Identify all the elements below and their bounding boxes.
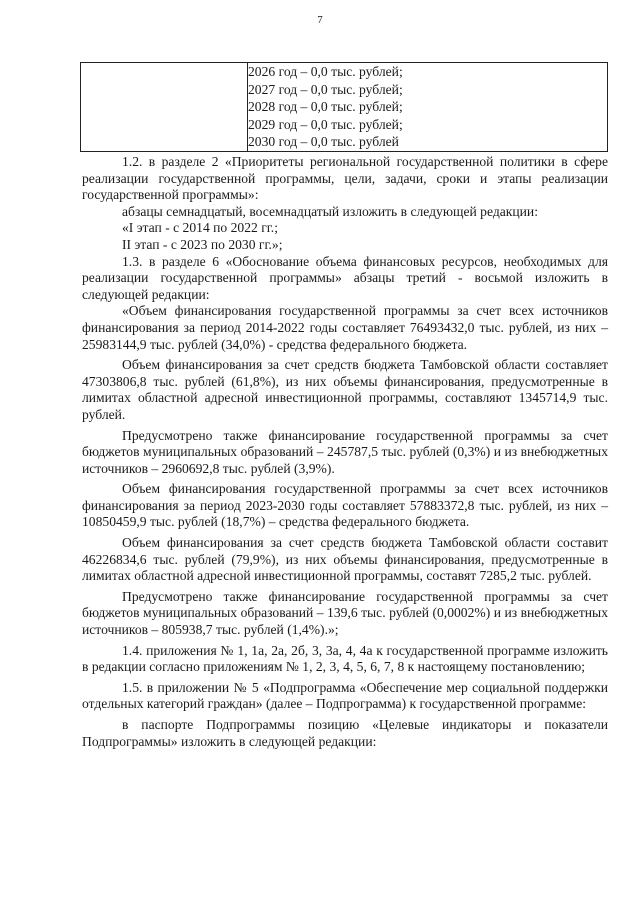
paragraph-municipal-2014: Предусмотрено также финансирование государственной программы за счет бюджетов муниципальных образований – 245787,5 тыс. рублей (0,3%) и из внебюджетных источников – 2960692,8 тыс. рублей (3,9%). — [82, 427, 608, 476]
paragraph-municipal-2023: Предусмотрено также финансирование государственной программы за счет бюджетов муниципальных образований – 139,6 тыс. рублей (0,0002%) и из внебюджетных источников – 805938,7 тыс. рублей (1,4%).»; — [82, 588, 608, 638]
table-line: 2030 год – 0,0 тыс. рублей — [248, 134, 399, 150]
table-cell-empty — [81, 63, 248, 152]
page-number: 7 — [317, 14, 323, 26]
paragraph-funding-2014: «Объем финансирования государственной программы за счет всех источников финансирования за период 2014-2022 годы составляет 76493432,0 тыс. рублей, из них – 25983144,9 тыс. рублей (34,0%) - средства федерального бюджета. — [82, 303, 608, 352]
paragraph-stage-intro: абзацы семнадцатый, восемнадцатый изложить в следующей редакции: — [122, 203, 538, 219]
table-row — [81, 63, 608, 152]
table-line: 2027 год – 0,0 тыс. рублей; — [248, 81, 403, 97]
document-body — [82, 154, 608, 750]
paragraph-1-3: 1.3. в разделе 6 «Обоснование объема финансовых ресурсов, необходимых для реализации государственной программы» абзацы третий - восьмой изложить в следующей редакции: — [82, 253, 608, 302]
paragraph-funding-2023: Объем финансирования государственной программы за счет всех источников финансирования за период 2023-2030 годы составляет 57883372,8 тыс. рублей, из них – 10850459,9 тыс. рублей (18,7%) – средства федерального бюджета. — [82, 481, 608, 530]
funding-table — [80, 62, 608, 152]
paragraph-1-4: 1.4. приложения № 1, 1а, 2а, 2б, 3, 3а, 4, 4а к государственной программе изложить в редакции согласно приложениям № 1, 2, 3, 4, 5, 6, 7, 8 к настоящему постановлению; — [82, 642, 608, 675]
paragraph-stage-2: II этап - с 2023 по 2030 гг.»; — [122, 236, 283, 252]
paragraph-1-2: 1.2. в разделе 2 «Приоритеты региональной государственной политики в сфере реализации государственной программы, цели, задачи, сроки и этапы реализации государственной программы»: — [82, 154, 608, 203]
table-line: 2028 год – 0,0 тыс. рублей; — [248, 99, 403, 115]
table-line: 2026 год – 0,0 тыс. рублей; — [248, 64, 403, 79]
paragraph-stage-1: «I этап - с 2014 по 2022 гг.; — [122, 220, 278, 236]
table-cell-years — [248, 63, 608, 152]
table-line: 2029 год – 0,0 тыс. рублей; — [248, 116, 403, 132]
paragraph-1-5: 1.5. в приложении № 5 «Подпрограмма «Обеспечение мер социальной поддержки отдельных категорий граждан» (далее – Подпрограмма) к государственной программе: — [82, 679, 608, 712]
paragraph-regional-2023: Объем финансирования за счет средств бюджета Тамбовской области составит 46226834,6 тыс. рублей (79,9%), из них объемы финансирования, предусмотренные в лимитах областной адресной инвестиционной программы, составят 7285,2 тыс. рублей. — [82, 535, 608, 584]
paragraph-regional-2014: Объем финансирования за счет средств бюджета Тамбовской области составляет 47303806,8 тыс. рублей (61,8%), из них объемы финансирования, предусмотренные в лимитах областной адресной инвестиционной программы, составляют 1345714,9 тыс. рублей. — [82, 357, 608, 422]
paragraph-passport: в паспорте Подпрограммы позицию «Целевые индикаторы и показатели Подпрограммы» изложить в следующей редакции: — [82, 717, 608, 749]
